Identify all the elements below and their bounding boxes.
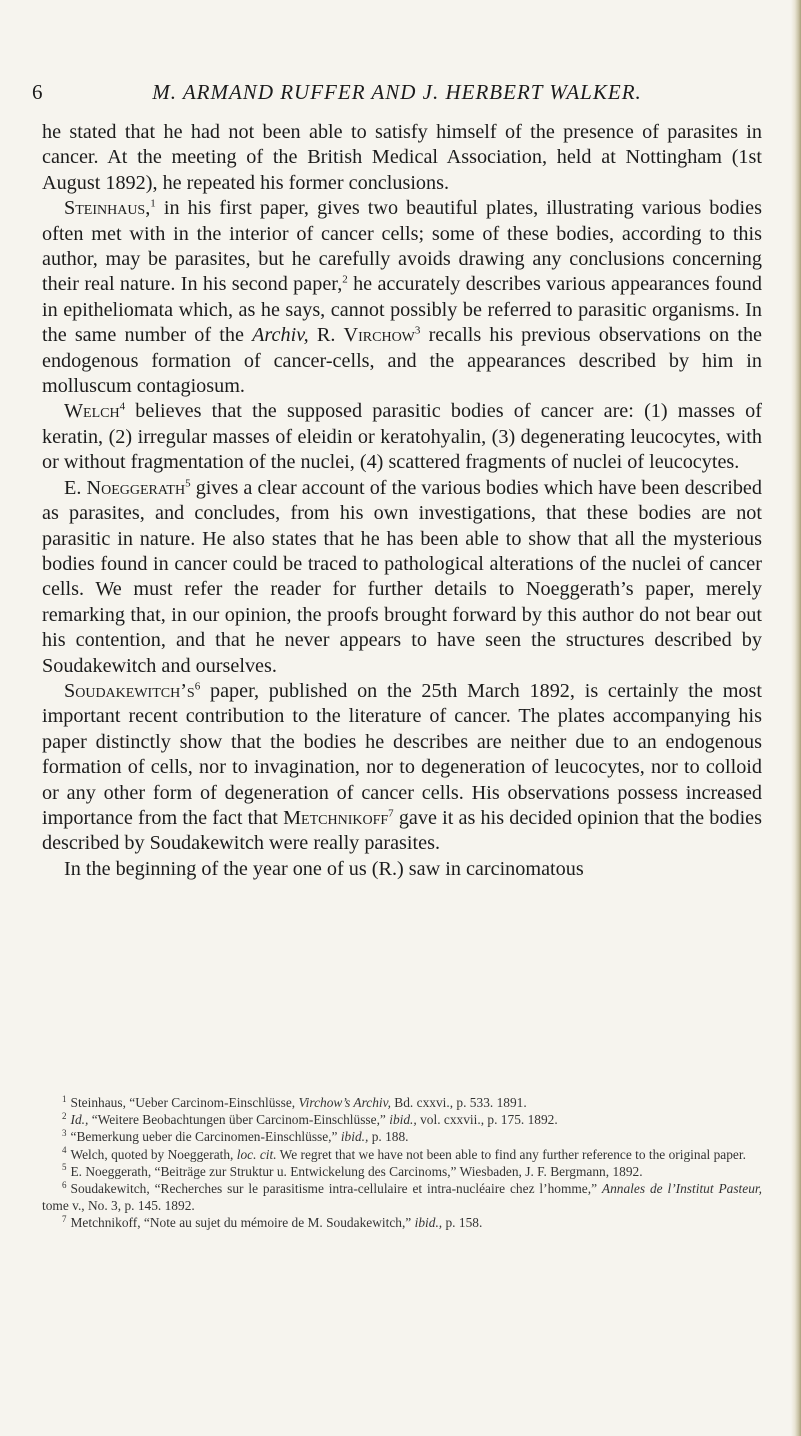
author-name: Steinhaus, [64, 197, 151, 220]
footnote-ref[interactable]: 2 [342, 273, 348, 286]
running-title: M. ARMAND RUFFER AND J. HERBERT WALKER. [152, 80, 642, 104]
footnote-2 [42, 1111, 762, 1128]
footnote-italic: ibid., [340, 1129, 369, 1145]
footnote-ref[interactable]: 6 [194, 680, 201, 693]
author-name: Welch [64, 400, 120, 423]
footnote-text: Metchnikoff, “Note au sujet du mémoire de M. Soudakewitch,” [70, 1215, 415, 1231]
page-header [32, 80, 762, 108]
footnote-text: Welch, quoted by Noeggerath, [70, 1146, 237, 1162]
footnote-italic: Id., [70, 1112, 89, 1128]
footnote-5 [42, 1163, 762, 1180]
footnote-ref[interactable]: 1 [150, 197, 156, 210]
footnote-italic: Annales de l’Institut Pasteur, [601, 1181, 762, 1197]
paragraph-text: he accurately describes various appearances found in epitheliomata which, as he says, cannot possibly be referred to parasitic organisms. In the same number of the [42, 273, 762, 347]
page-edge-shadow [791, 0, 801, 1436]
footnote-text: vol. cxxvii., p. 175. 1892. [416, 1112, 558, 1128]
author-name: Virchow [343, 324, 415, 347]
paragraph-text: gave it as his decided opinion that the bodies described by Soudakewitch were really parasites. [42, 806, 762, 855]
footnote-text: We regret that we have not been able to find any further reference to the original paper. [276, 1146, 746, 1162]
paragraph-1 [42, 120, 762, 196]
footnote-ref[interactable]: 3 [414, 324, 421, 337]
author-name: Noeggerath [86, 476, 186, 499]
footnote-ref[interactable]: 4 [119, 400, 126, 413]
footnote-number: 2 [62, 1110, 67, 1121]
footnote-italic: Virchow’s Archiv, [298, 1095, 391, 1110]
footnote-text: “Weitere Beobachtungen über Carcinom-Einschlüsse,” [88, 1112, 390, 1128]
page-number: 6 [32, 80, 43, 104]
author-name: Metchnikoff [283, 806, 389, 829]
paragraph-text: he stated that he had not been able to satisfy himself of the presence of parasites in cancer. At the meeting of the British Medical Association, held at Nottingham (1st August 1892), he repeated his former conclusions. [42, 121, 762, 194]
footnote-number: 6 [62, 1179, 67, 1190]
paragraph-welch [42, 399, 762, 475]
footnote-text: Steinhaus, “Ueber Carcinom-Einschlüsse, [70, 1095, 299, 1110]
footnote-6 [42, 1180, 762, 1214]
footnote-ref[interactable]: 7 [388, 807, 394, 820]
paragraph-text: R. [308, 324, 344, 347]
paragraph-text: gives a clear account of the various bodies which have been described as parasites, and concludes, from his own investigations, that these bodies are not parasitic in nature. He also states that he has been able to show that all the mysterious bodies found in cancer could be traced to pathological alterations of the nuclei of cancer cells. We must refer the reader for further details to Noeggerath’s paper, merely remarking that, in our opinion, the proofs brought forward by this author do not bear out his contention, and that he never appears to have seen the structures described by Soudakewitch and ourselves. [42, 476, 762, 677]
footnote-number: 5 [62, 1162, 67, 1173]
paragraph-soudakewitch [42, 679, 762, 857]
footnote-italic: ibid., [389, 1112, 417, 1128]
paragraph-steinhaus [42, 196, 762, 399]
footnote-italic: loc. cit. [236, 1146, 277, 1162]
paragraph-text: paper, published on the 25th March 1892, is certainly the most important recent contribution to the literature of cancer. The plates accompanying his paper distinctly show that the bodies he describes are neither due to an endogenous formation of cells, nor to invagination, nor to degeneration of leucocytes, nor to colloid or any other form of degeneration of cancer cells. His observations possess increased importance from the fact that [42, 679, 762, 829]
footnote-text: “Bemerkung ueber die Carcinomen-Einschlüsse,” [70, 1129, 341, 1145]
footnote-text: Soudakewitch, “Recherches sur le parasitisme intra-cellulaire et intra-nucléaire chez l’homme,” [70, 1181, 602, 1197]
paragraph-last [42, 857, 762, 882]
footnote-number: 4 [62, 1145, 67, 1156]
footnote-4 [42, 1146, 762, 1163]
paragraph-text: recalls his previous observations on the endogenous formation of cancer-cells, and the appearances described by him in molluscum contagiosum. [42, 324, 763, 398]
footnote-ref[interactable]: 5 [185, 476, 191, 489]
footnote-7 [42, 1214, 762, 1231]
author-initial: E. [64, 476, 87, 499]
footnotes [42, 1094, 762, 1232]
footnote-text: p. 188. [368, 1129, 409, 1145]
footnote-text: tome v., No. 3, p. 145. 1892. [42, 1198, 195, 1214]
footnote-text: p. 158. [442, 1215, 483, 1231]
paragraph-text: In the beginning of the year one of us (R.) saw in carcinomatous [64, 857, 584, 880]
footnote-italic: ibid., [414, 1215, 443, 1231]
paragraph-noeggerath [42, 476, 762, 679]
footnote-text: E. Noeggerath, “Beiträge zur Struktur u. Entwickelung des Carcinoms,” Wiesbaden, J. F. Bergmann, 1892. [70, 1163, 643, 1179]
footnote-text: Bd. cxxvi., p. 533. 1891. [390, 1095, 527, 1110]
footnote-number: 3 [62, 1127, 67, 1138]
footnote-number: 1 [62, 1093, 67, 1104]
paragraph-text: believes that the supposed parasitic bodies of cancer are: (1) masses of keratin, (2) irregular masses of eleidin or keratohyalin, (3) degenerating leucocytes, with or without fragmentation of the nuclei, (4) scattered fragments of nuclei of leucocytes. [42, 400, 762, 474]
footnote-1 [42, 1094, 762, 1111]
footnote-3 [42, 1128, 762, 1145]
main-text [42, 120, 762, 882]
journal-title: Archiv, [252, 324, 309, 347]
footnote-number: 7 [62, 1213, 67, 1224]
paragraph-text: in his first paper, gives two beautiful plates, illustrating various bodies often met with in the interior of cancer cells; some of these bodies, according to this author, may be parasites, but he carefully avoids drawing any conclusions concerning their real nature. In his second paper, [42, 197, 762, 296]
author-name: Soudakewitch’s [64, 679, 195, 702]
